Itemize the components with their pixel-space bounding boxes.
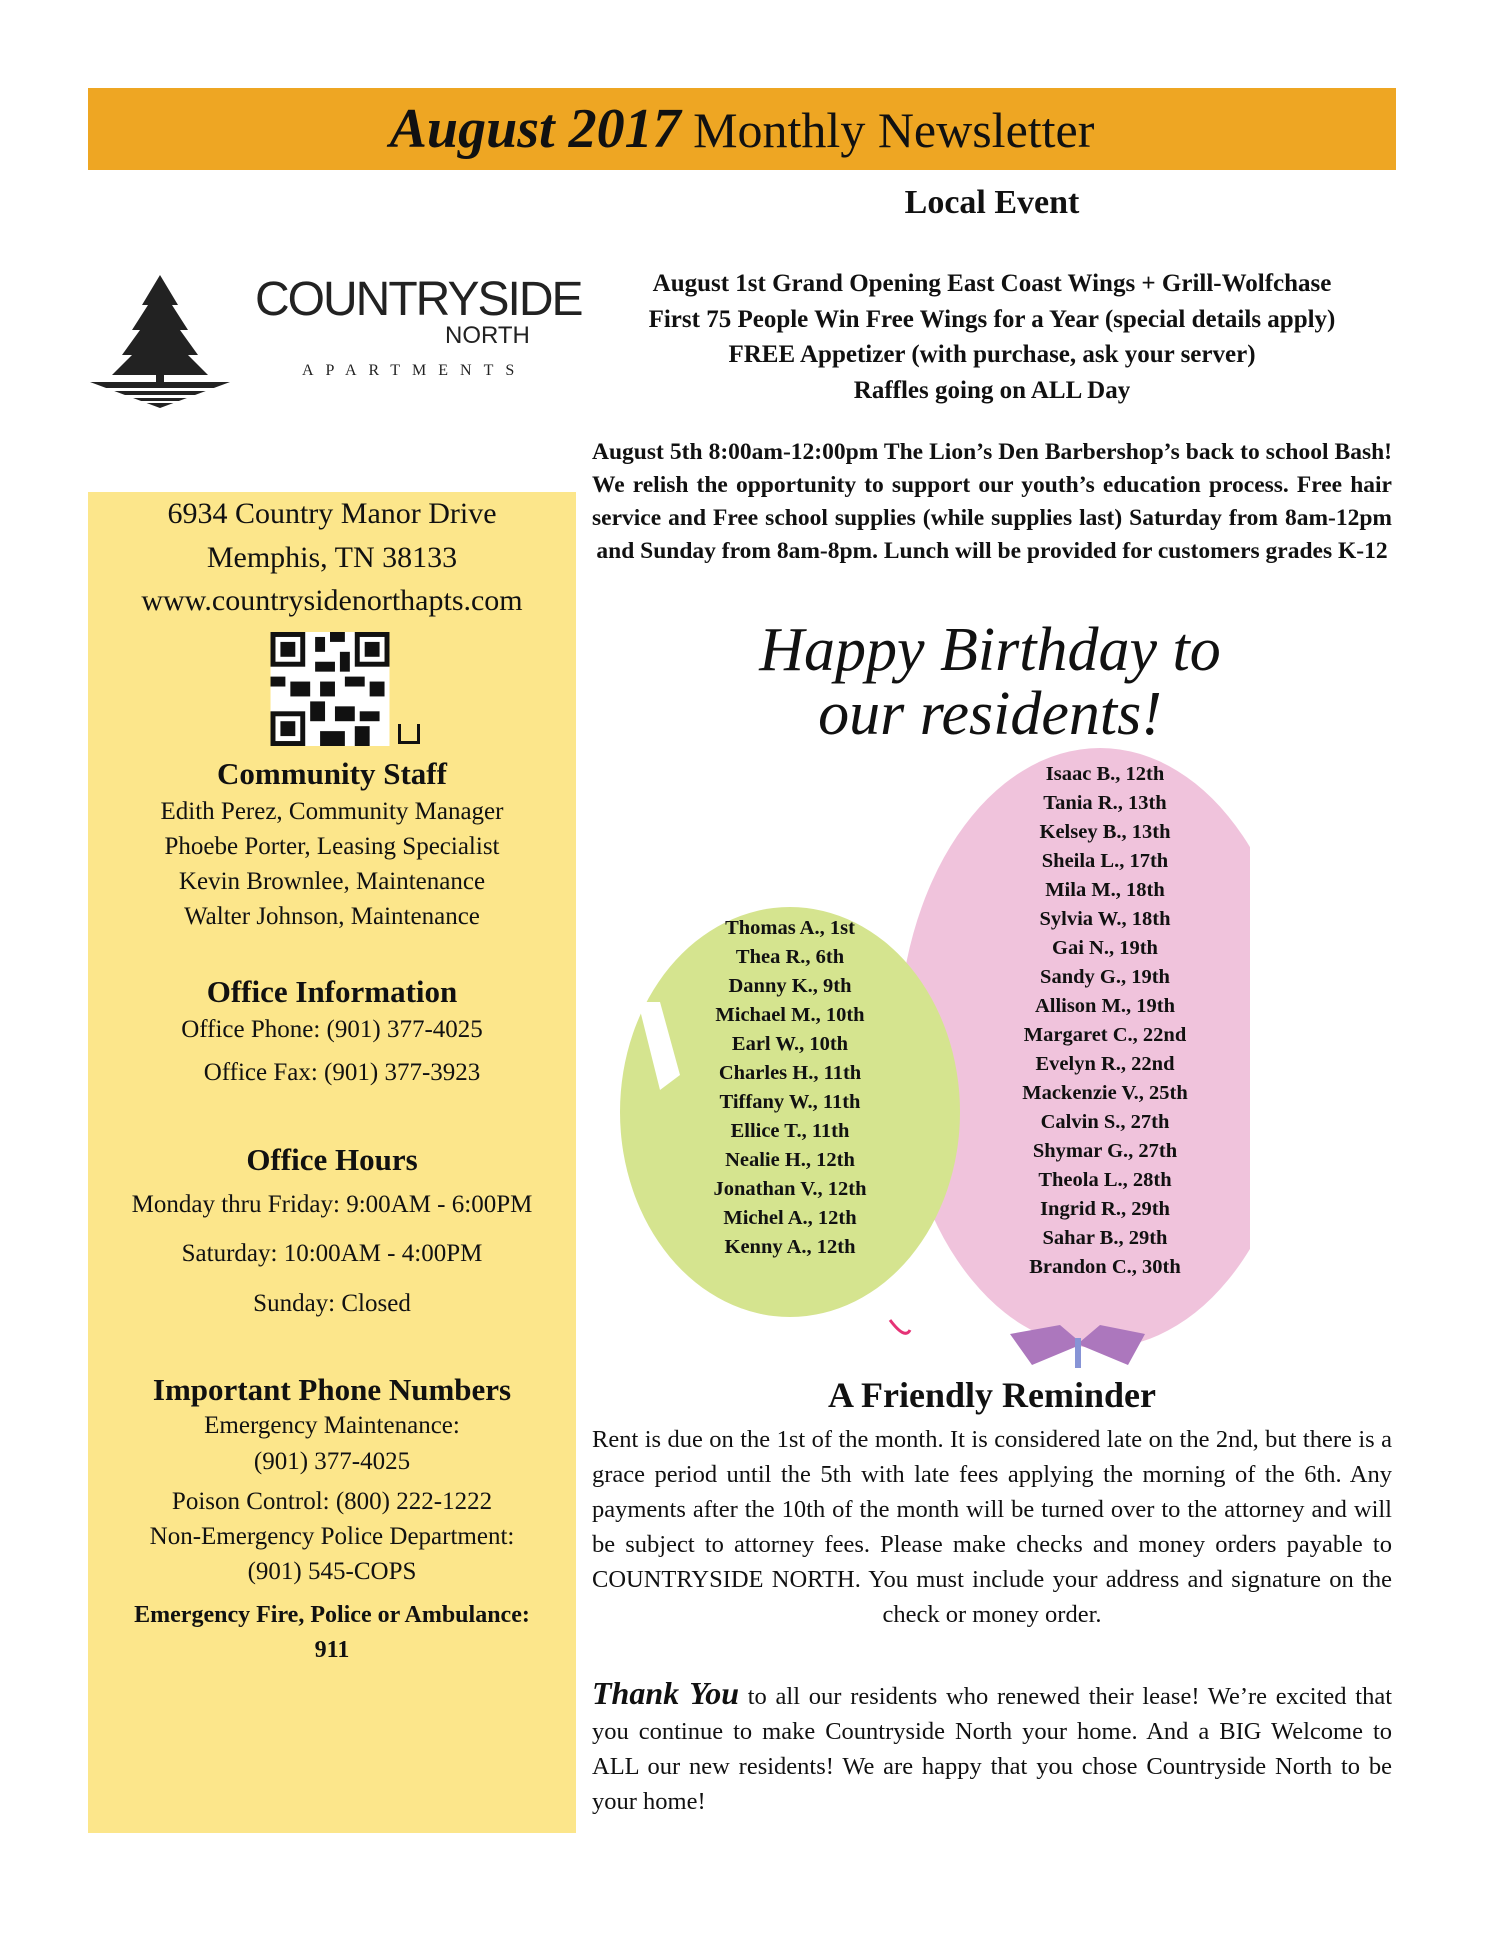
emergency-label: Emergency Fire, Police or Ambulance: bbox=[134, 1602, 530, 1628]
birthday-name: Thomas A., 1st bbox=[725, 917, 855, 939]
phone-label: Emergency Maintenance: bbox=[204, 1412, 460, 1439]
hours-heading: Office Hours bbox=[246, 1142, 418, 1177]
event-line: August 1st Grand Opening East Coast Wings + Grill-Wolfchase bbox=[652, 270, 1332, 297]
birthday-name: Theola L., 28th bbox=[1038, 1169, 1172, 1191]
logo-tag: APARTMENTS bbox=[302, 362, 527, 379]
phone-number: (901) 545-COPS bbox=[247, 1558, 417, 1585]
green-balloon-names bbox=[700, 914, 880, 1262]
qr-code-icon bbox=[270, 632, 390, 746]
local-event-heading: Local Event bbox=[904, 184, 1080, 221]
logo-name: COUNTRYSIDE bbox=[255, 273, 582, 326]
logo bbox=[90, 270, 580, 410]
office-heading: Office Information bbox=[206, 974, 458, 1009]
event-lines bbox=[592, 266, 1392, 408]
hours-sunday: Sunday: Closed bbox=[253, 1290, 411, 1317]
thank-you-body: to all our residents who renewed their lease! We’re excited that you continue to make Countryside North your home. And a BIG Welcome to ALL our new residents! We are happy that you chose Countryside North to be your home! bbox=[592, 1683, 1393, 1815]
thank-you-text bbox=[592, 1676, 1392, 1819]
office-fax: Office Fax: (901) 377-3923 bbox=[203, 1059, 481, 1086]
sidebar-panel bbox=[88, 492, 576, 1833]
birthday-name: Thea R., 6th bbox=[735, 946, 845, 968]
birthday-name: Isaac B., 12th bbox=[1045, 763, 1165, 785]
logo-sub: NORTH bbox=[445, 322, 530, 349]
website-link[interactable]: www.countrysidenorthapts.com bbox=[141, 584, 523, 617]
birthday-name: Mila M., 18th bbox=[1045, 879, 1165, 901]
birthday-name: Ingrid R., 29th bbox=[1040, 1198, 1170, 1220]
staff-member: Walter Johnson, Maintenance bbox=[184, 903, 480, 930]
emergency-number: 911 bbox=[314, 1637, 350, 1663]
birthday-name: Kenny A., 12th bbox=[724, 1236, 856, 1258]
birthday-name: Sylvia W., 18th bbox=[1039, 908, 1171, 930]
birthday-name: Ellice T., 11th bbox=[730, 1120, 850, 1142]
barbershop-event: August 5th 8:00am-12:00pm The Lion’s Den Barbershop’s back to school Bash! We relish the opportunity to support our youth’s education process. Free hair service and Free school supplies (while supplies last) Saturday from 8am-12pm and Sunday from 8am-8pm. Lunch will be provided for customers grades K-12 bbox=[592, 439, 1392, 564]
pine-tree-icon bbox=[90, 270, 230, 410]
birthday-heading bbox=[640, 618, 1340, 746]
birthday-line: our residents! bbox=[818, 680, 1162, 748]
birthday-name: Earl W., 10th bbox=[731, 1033, 849, 1055]
birthday-name: Evelyn R., 22nd bbox=[1035, 1053, 1175, 1075]
birthday-name: Brandon C., 30th bbox=[1029, 1256, 1181, 1278]
pink-balloon-names bbox=[1000, 760, 1210, 1282]
phone-number: (901) 377-4025 bbox=[253, 1448, 411, 1475]
phone-poison: Poison Control: (800) 222-1222 bbox=[171, 1488, 493, 1515]
birthday-name: Michael M., 10th bbox=[715, 1004, 865, 1026]
staff-member: Edith Perez, Community Manager bbox=[160, 798, 504, 825]
event-line: First 75 People Win Free Wings for a Year (special details apply) bbox=[648, 305, 1336, 333]
birthday-name: Nealie H., 12th bbox=[725, 1149, 855, 1171]
office-phone: Office Phone: (901) 377-4025 bbox=[181, 1016, 483, 1043]
birthday-name: Calvin S., 27th bbox=[1040, 1111, 1170, 1133]
newsletter-title-banner bbox=[88, 88, 1396, 170]
title-month: August 2017 bbox=[389, 98, 681, 160]
phones-heading: Important Phone Numbers bbox=[152, 1372, 512, 1407]
birthday-name: Gai N., 19th bbox=[1052, 937, 1158, 959]
address-city: Memphis, TN 38133 bbox=[206, 540, 458, 574]
birthday-name: Sheila L., 17th bbox=[1041, 850, 1169, 872]
birthday-name: Tiffany W., 11th bbox=[719, 1091, 861, 1113]
birthday-name: Kelsey B., 13th bbox=[1039, 821, 1171, 843]
reminder-heading: A Friendly Reminder bbox=[828, 1375, 1156, 1415]
birthday-name: Charles H., 11th bbox=[718, 1062, 862, 1084]
birthday-name: Margaret C., 22nd bbox=[1023, 1024, 1187, 1046]
hours-saturday: Saturday: 10:00AM - 4:00PM bbox=[181, 1240, 483, 1267]
equal-housing-icon bbox=[398, 724, 420, 744]
title-rest: Monthly Newsletter bbox=[693, 102, 1095, 158]
birthday-name: Jonathan V., 12th bbox=[713, 1178, 867, 1200]
phone-label: Non-Emergency Police Department: bbox=[149, 1523, 515, 1550]
birthday-line: Happy Birthday to bbox=[759, 616, 1221, 684]
birthday-name: Allison M., 19th bbox=[1034, 995, 1176, 1017]
event-line: Raffles going on ALL Day bbox=[853, 376, 1131, 404]
birthday-name: Sandy G., 19th bbox=[1040, 966, 1170, 988]
birthday-name: Sahar B., 29th bbox=[1042, 1227, 1168, 1249]
address-street: 6934 Country Manor Drive bbox=[167, 497, 497, 530]
birthday-name: Mackenzie V., 25th bbox=[1022, 1082, 1188, 1104]
staff-heading: Community Staff bbox=[217, 756, 447, 791]
event-line: FREE Appetizer (with purchase, ask your server) bbox=[728, 341, 1256, 368]
birthday-name: Tania R., 13th bbox=[1043, 792, 1167, 814]
reminder-text: Rent is due on the 1st of the month. It is considered late on the 2nd, but there is a grace period until the 5th with late fees applying the morning of the 6th. Any payments after the 10th of the month will be turned over to the attorney and will be subject to attorney fees. Please make checks and money orders payable to COUNTRYSIDE NORTH. You must include your address and signature on the check or money order. bbox=[592, 1426, 1392, 1628]
staff-member: Kevin Brownlee, Maintenance bbox=[178, 868, 486, 895]
birthday-name: Michel A., 12th bbox=[723, 1207, 857, 1229]
hours-weekday: Monday thru Friday: 9:00AM - 6:00PM bbox=[131, 1191, 533, 1218]
birthday-name: Shymar G., 27th bbox=[1032, 1140, 1178, 1162]
thank-you-lead: Thank You bbox=[592, 1675, 739, 1711]
staff-member: Phoebe Porter, Leasing Specialist bbox=[164, 833, 500, 860]
birthday-name: Danny K., 9th bbox=[728, 975, 852, 997]
